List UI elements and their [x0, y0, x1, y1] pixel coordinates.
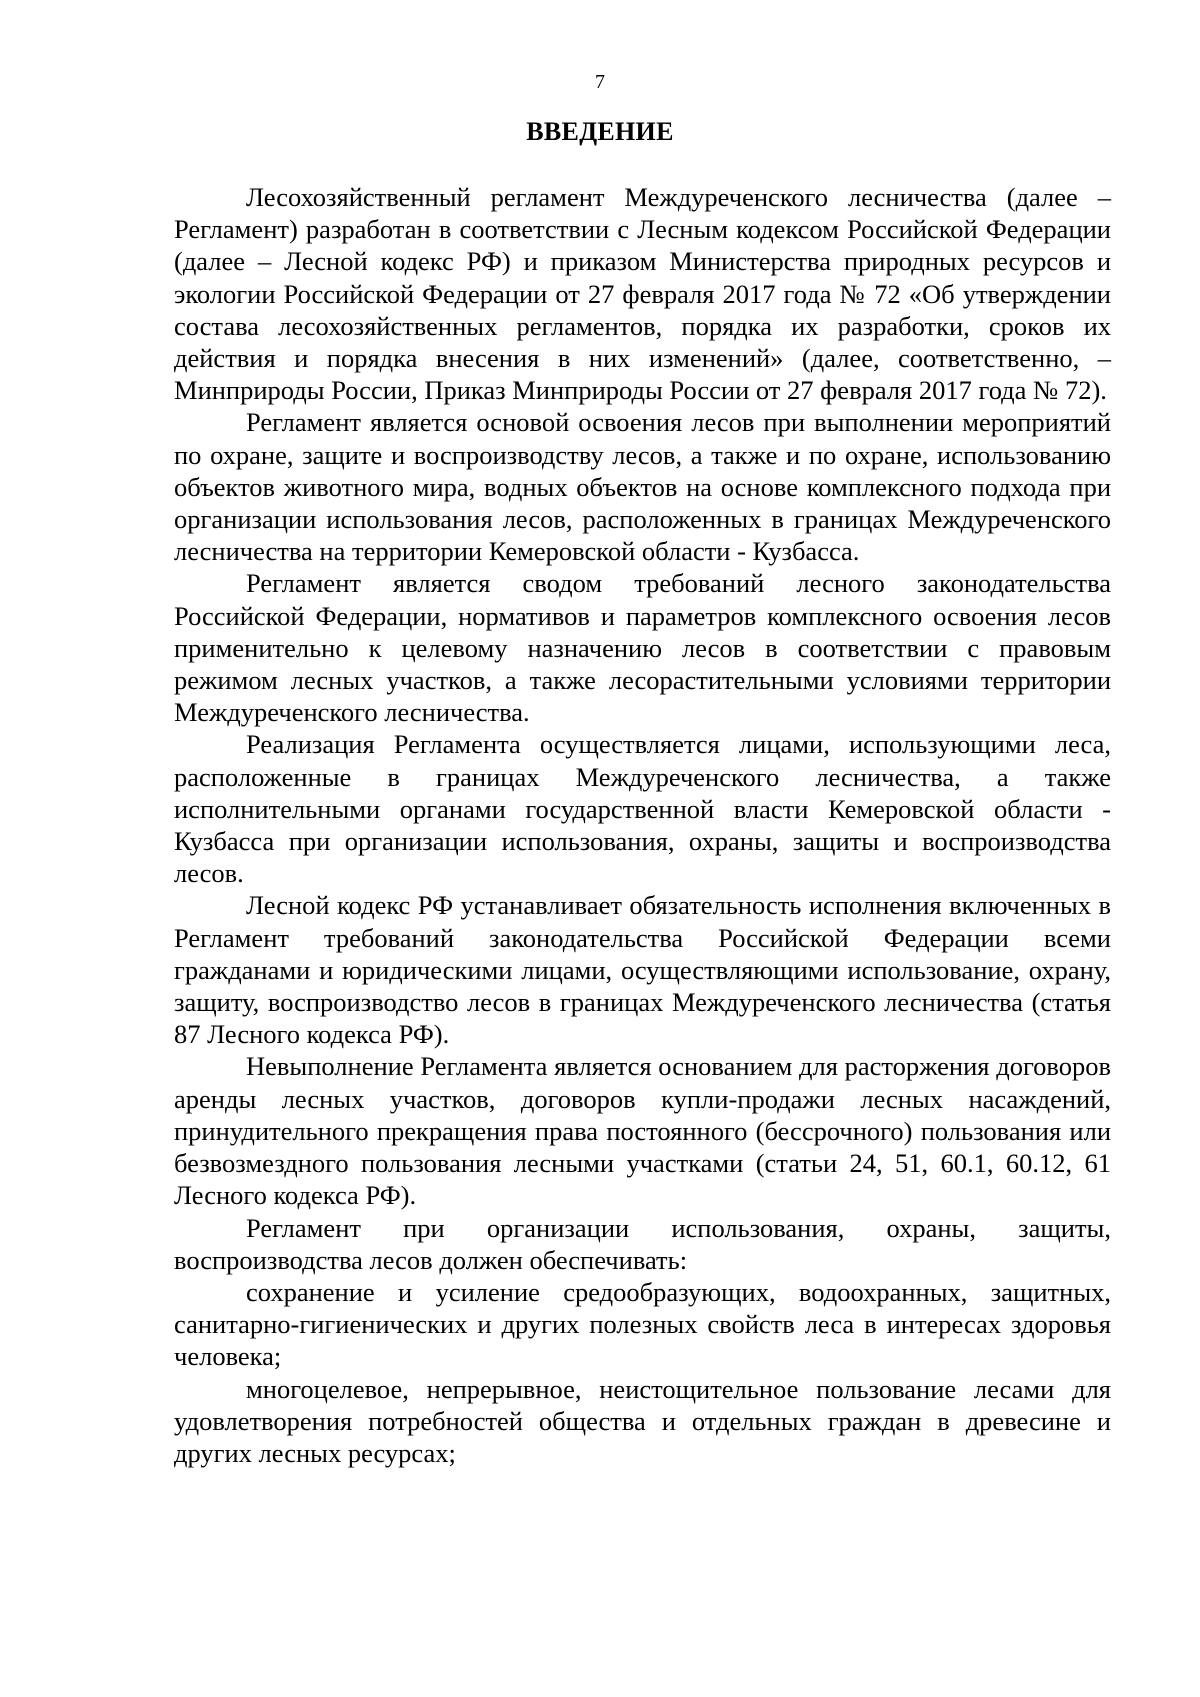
paragraph: Лесохозяйственный регламент Междуреченского лесничества (далее – Регламент) разработан в соответствии с Лесным кодексом Российской Федерации (далее – Лесной кодекс РФ) и приказом Министерства природных ресурсов и экологии Российской Федерации от 27 февраля 2017 года № 72 «Об утверждении состава лесохозяйственных регламентов, порядка их разработки, сроков их действия и порядка внесения в них изменений» (далее, соответственно, – Минприроды России, Приказ Минприроды России от 27 февраля 2017 года № 72).	[174, 182, 1111, 406]
paragraph: Невыполнение Регламента является основанием для расторжения договоров аренды лесных участков, договоров купли-продажи лесных насаждений, принудительного прекращения права постоянного (бессрочного) пользования или безвозмездного пользования лесными участками (статьи 24, 51, 60.1, 60.12, 61 Лесного кодекса РФ).	[174, 1051, 1111, 1211]
list-paragraph: многоцелевое, непрерывное, неистощительное пользование лесами для удовлетворения потребностей общества и отдельных граждан в древесине и других лесных ресурсах;	[174, 1373, 1111, 1468]
list-paragraph: сохранение и усиление средообразующих, водоохранных, защитных, санитарно-гигиенических и других полезных свойств леса в интересах здоровья человека;	[174, 1276, 1111, 1372]
paragraph: Регламент является основой освоения лесов при выполнении мероприятий по охране, защите и воспроизводству лесов, а также и по охране, использованию объектов животного мира, водных объектов на основе комплексного подхода при организации использования лесов, расположенных в границах Междуреченского лесничества на территории Кемеровской области - Кузбасса.	[174, 407, 1111, 567]
paragraph: Регламент при организации использования, охраны, защиты, воспроизводства лесов должен обеспечивать:	[174, 1212, 1111, 1275]
paragraph: Регламент является сводом требований лесного законодательства Российской Федерации, нормативов и параметров комплексного освоения лесов применительно к целевому назначению лесов в соответствии с правовым режимом лесных участков, а также лесорастительными условиями территории Междуреченского лесничества.	[174, 568, 1111, 728]
document-body	[174, 181, 1111, 1469]
paragraph: Лесной кодекс РФ устанавливает обязательность исполнения включенных в Регламент требований законодательства Российской Федерации всеми гражданами и юридическими лицами, осуществляющими использование, охрану, защиту, воспроизводство лесов в границах Междуреченского лесничества (статья 87 Лесного кодекса РФ).	[174, 890, 1111, 1050]
section-title: ВВЕДЕНИЕ	[526, 117, 674, 146]
paragraph: Реализация Регламента осуществляется лицами, использующими леса, расположенные в границах Междуреченского лесничества, а также исполнительными органами государственной власти Кемеровской области - Кузбасса при организации использования, охраны, защиты и воспроизводства лесов.	[174, 729, 1111, 889]
page-number: 7	[595, 71, 605, 93]
